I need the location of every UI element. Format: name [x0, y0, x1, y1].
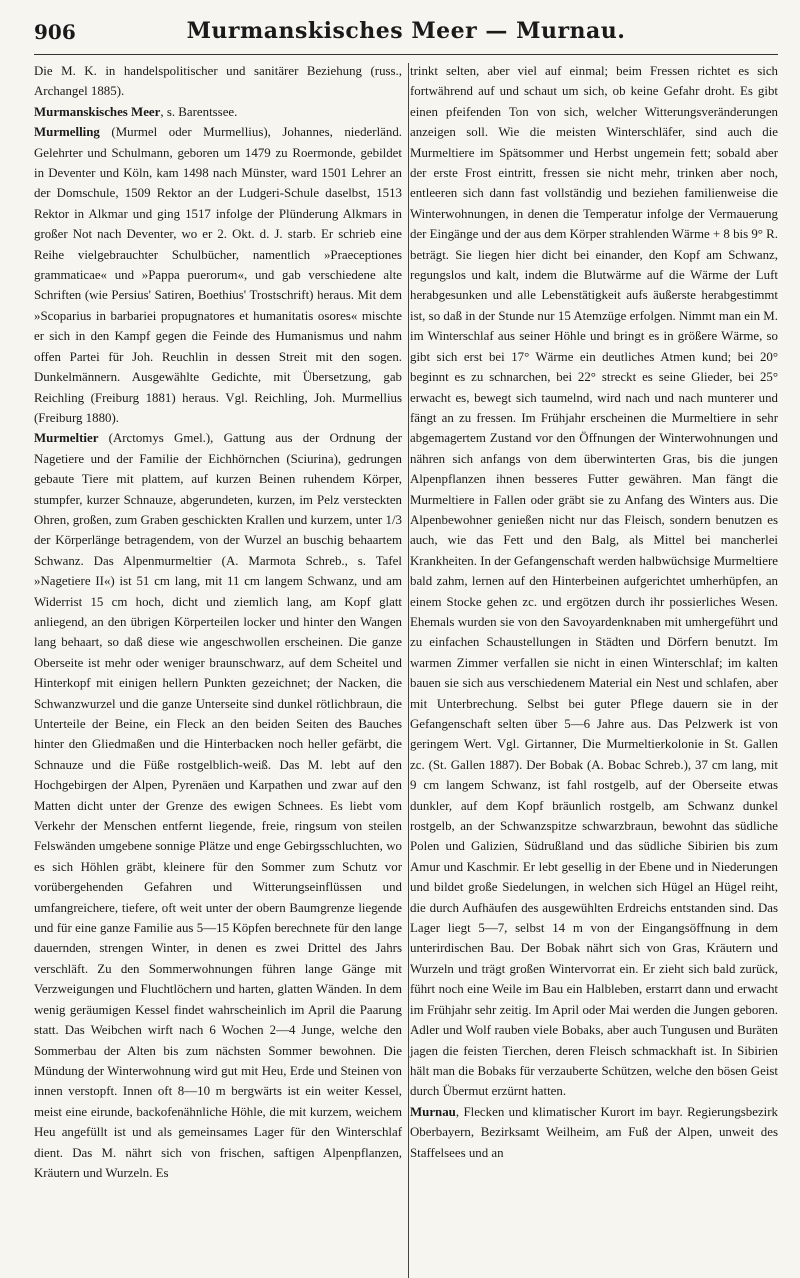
entry-paragraph: Die M. K. in handelspolitischer und sanitärer Beziehung (russ., Archangel 1885).	[34, 64, 402, 99]
page-number: 906	[34, 20, 76, 44]
entry-text: trinkt selten, aber viel auf einmal; beim Fressen richtet es sich fortwährend auf und schaut um sich, ob keine Gefahr droht. Es gibt einen pfeifenden Ton von sich, welcher Witterungsveränderungen anzeigen soll. Wie die meisten Winterschläfer, sind auch die Murmeltiere im Spätsommer und Herbst ungemein fett; sobald aber der erste Frost eintritt, fressen sie nicht mehr, trinken aber noch, entleeren sich dann fast vollständig und beziehen familienweise die Winterwohnungen, in denen die Temperatur infolge der Vermauerung der Eingänge und der aus dem Körper strahlenden Wärme + 8 bis 9° R. beträgt. Sie liegen hier dicht bei einander, den Kopf am Schwanz, regungslos und kalt, indem die Blutwärme auf die Wärme der Luft herabgesunken und alle Lebenstätigkeit aufs äußerste herabgestimmt ist, so daß in der Stunde nur 15 Atemzüge erfolgen. Nimmt man ein M. im Winterschlaf aus seiner Höhle und bringt es in größere Wärme, so gibt sich erst bei 17° Wärme ein deutliches Atmen kund; bei 20° beginnt es zu schnarchen, bei 22° streckt es seine Glieder, bei 25° erwacht es, bewegt sich taumelnd, wird nach und nach munterer und fängt an zu fressen. Im Frühjahr erscheinen die Murmeltiere in sehr abgemagertem Zustand vor den Öffnungen der Winterwohnungen und nähren sich anfangs von dem überwinterten Gras, bis die jungen Alpenpflanzen ihnen besseres Futter gewähren. Man fängt die Murmeltiere in Fallen oder gräbt sie zu Anfang des Winters aus. Die Alpenbewohner genießen nicht nur das Fleisch, sondern benutzen es auch, wie das Fett und den Balg, als Mittel bei mancherlei Krankheiten. In der Gefangenschaft werden halbwüchsige Murmeltiere bald zahm, lernen auf den Hinterbeinen aufgerichtet umherhüpfen, an einem Stocke gehen zc. und ergötzen durch ihr possierliches Wesen. Ehemals wurden sie von den Savoyardenknaben mit umhergeführt und zu einfachen Schaustellungen in Städten und Dörfern benutzt. Im warmen Zimmer verfallen sie nicht in einen Winterschlaf; im kalten bauen sie sich aus verschiedenem Material ein Nest und schlafen, aber mit Unterbrechung. Selbst bei guter Pflege dauern sie in der Gefangenschaft selten über 5—6 Jahre aus. Das Pelzwerk ist von geringem Wert. Vgl. Girtanner, Die Murmeltierkolonie in St. Gallen zc. (St. Gallen 1887). Der Bobak (A. Bobac Schreb.), 37 cm lang, mit 9 cm langem Schwanz, ist fahl rostgelb, auf der Oberseite etwas dunkler, auf dem Kopf bräunlich rostgelb, am Schwanz dunkel rostgelb, an der Schwanzspitze schwarzbraun, bewohnt das südliche Polen und Galizien, Südrußland und das südliche Sibirien bis zum Amur und Kaschmir. Er lebt gesellig in der Ebene und in Niederungen und bildet große Siedelungen, in welchen sich Hügel an Hügel reiht, die durch Aufhäufen des ausgewühlten Erdreichs entstanden sind. Das Lager liegt 5—7, selbst 14 m von der Eingangsöffnung in dem unterirdischen Bau. Der Bobak nährt sich von Gras, Kräutern und Wurzeln und trägt großen Wintervorrat ein. Er zieht sich bald zurück, führt noch eine Weile im Bau ein Halbleben, erstarrt dann und erwacht im Frühjahr sehr zeitig. Im April oder Mai werden die Jungen geboren. Adler und Wolf rauben viele Bobaks, aber auch Tungusen und Buräten jagen die feisten Tierchen, deren Fleisch schmackhaft ist. In Sibirien hält man die Bobaks für verzauberte Schützen, welche den bösen Geist durch Übermut erzürnt hatten.	[410, 64, 779, 1099]
entry-text: (Murmel oder Murmellius), Johannes, niederländ. Gelehrter und Schulmann, geboren um 1479 zu Roermonde, gebildet in Deventer und Köln, kam 1498 nach Münster, ward 1501 Lehrer an der Domschule, 1509 Rektor an der Ludgeri-Schule daselbst, 1513 Rektor in Alkmar und ging 1517 infolge der Plünderung Alkmars in großer Not nach Deventer, wo er 2. Okt. d. J. starb. Er schrieb eine Reihe vielgebrauchter Schulbücher, namentlich »Praeceptiones grammaticae« und »Pappa puerorum«, und gab verschiedene alte Schriften (wie Persius' Satiren, Boethius' Trostschrift) heraus. Mit dem »Scoparius in barbariei propugnatores et humanitatis osores« mischte er sich in den Kampf gegen die Feinde des Humanismus und nahm offen Partei für Joh. Reuchlin in dessen Streit mit den sogen. Dunkelmännern. Ausgewählte Gedichte, mit Übersetzung, gab Reichling (Freiburg 1881) heraus. Vgl. Reichling, Joh. Murmellius (Freiburg 1880).	[34, 125, 402, 425]
entry-text: , s. Barentssee.	[160, 104, 238, 119]
entry-paragraph	[34, 102, 402, 122]
right-column	[410, 61, 778, 1278]
entry-headword: Murnau	[410, 1104, 456, 1119]
page-header	[34, 10, 778, 55]
column-divider	[408, 63, 409, 1278]
entry-paragraph	[34, 122, 402, 428]
running-title: Murmanskisches Meer — Murnau.	[186, 18, 626, 44]
entry-text: (Arctomys Gmel.), Gattung aus der Ordnung der Nagetiere und der Familie der Eichhörnchen (Sciurina), gedrungen gebaute Tiere mit plattem, auf kurzen Beinen ruhendem Körper, stumpfer, kurzer Schnauze, abgerundeten, kurzen, im Pelz versteckten Ohren, großen, zum Graben geschickten Krallen und kurzem, unter 1/3 der Körperlänge betragendem, von der Wurzel an buschig behaartem Schwanz. Das Alpenmurmeltier (A. Marmota Schreb., s. Tafel »Nagetiere II«) ist 51 cm lang, mit 11 cm langem Schwanz, und am Widerrist 15 cm hoch, dicht und ziemlich lang, am Kopf glatt anliegend, an den übrigen Körperteilen locker und hinter den Wangen lang behaart, so daß diese wie angeschwollen erscheinen. Die ganze Oberseite ist mehr oder weniger braunschwarz, auf dem Scheitel und Hinterkopf mit einigen hellern Punkten gezeichnet; der Nacken, die Schwanzwurzel und die ganze Unterseite sind dunkel rötlichbraun, die Unterteile der Beine, ein Fleck an den beiden Seiten des Bauches hinter den Gliedmaßen und die Hinterbacken noch heller gefärbt, die Schnauze und die Füße rostgelblich-weiß. Das M. lebt auf den Hochgebirgen der Alpen, Pyrenäen und Karpathen und zwar auf den Matten dicht unter der Grenze des ewigen Schnees. Es liebt vom Verkehr der Menschen entfernt liegende, freie, ringsum von steilen Felswänden umgebene sonnige Plätze und enge Gebirgsschluchten, wo es sich Höhlen gräbt, kleinere für den Sommer zum Schutz vor vorübergehenden Gefahren und Witterungseinflüssen und umfangreichere, tiefere, oft weit unter der obern Baumgrenze liegende und für eine ganze Familie aus 5—15 Köpfen berechnete für den lange dauernden, strengen Winter, in denen es zwei Drittel des Jahrs verschläft. Zu den Sommerwohnungen führen lange Gänge mit Verzweigungen und Fluchtlöchern und harten, glatten Wänden. In dem wenig geräumigen Kessel findet wahrscheinlich im April die Paarung statt. Das Weibchen wirft nach 6 Wochen 2—4 Junge, welche den Sommerbau der Alten bis zum nächsten Sommer bewohnen. Die Mündung der Winterwohnung wird gut mit Heu, Erde und Steinen von innen verstopft. Innen oft 8—10 m bergwärts ist ein weiter Kessel, meist eine eirunde, backofenähnliche Höhle, die mit kurzem, weichem Heu angefüllt ist und als gemeinsames Lager für den Winterschlaf dient. Das M. nährt sich von frischen, saftigen Alpenpflanzen, Kräutern und Wurzeln. Es	[34, 431, 402, 1180]
entry-headword: Murmelling	[34, 125, 100, 140]
entry-paragraph	[34, 428, 402, 1183]
entry-headword: Murmanskisches Meer	[34, 104, 161, 119]
entry-text: , Flecken und klimatischer Kurort im bayr. Regierungsbezirk Oberbayern, Bezirksamt Weilheim, am Fuß der Alpen, unweit des Staffelsees und an	[410, 1104, 778, 1160]
text-columns	[34, 61, 778, 1278]
left-column	[34, 61, 406, 1278]
entry-paragraph	[410, 1102, 778, 1163]
entry-paragraph	[410, 61, 778, 1102]
entry-headword: Murmeltier	[34, 431, 99, 446]
